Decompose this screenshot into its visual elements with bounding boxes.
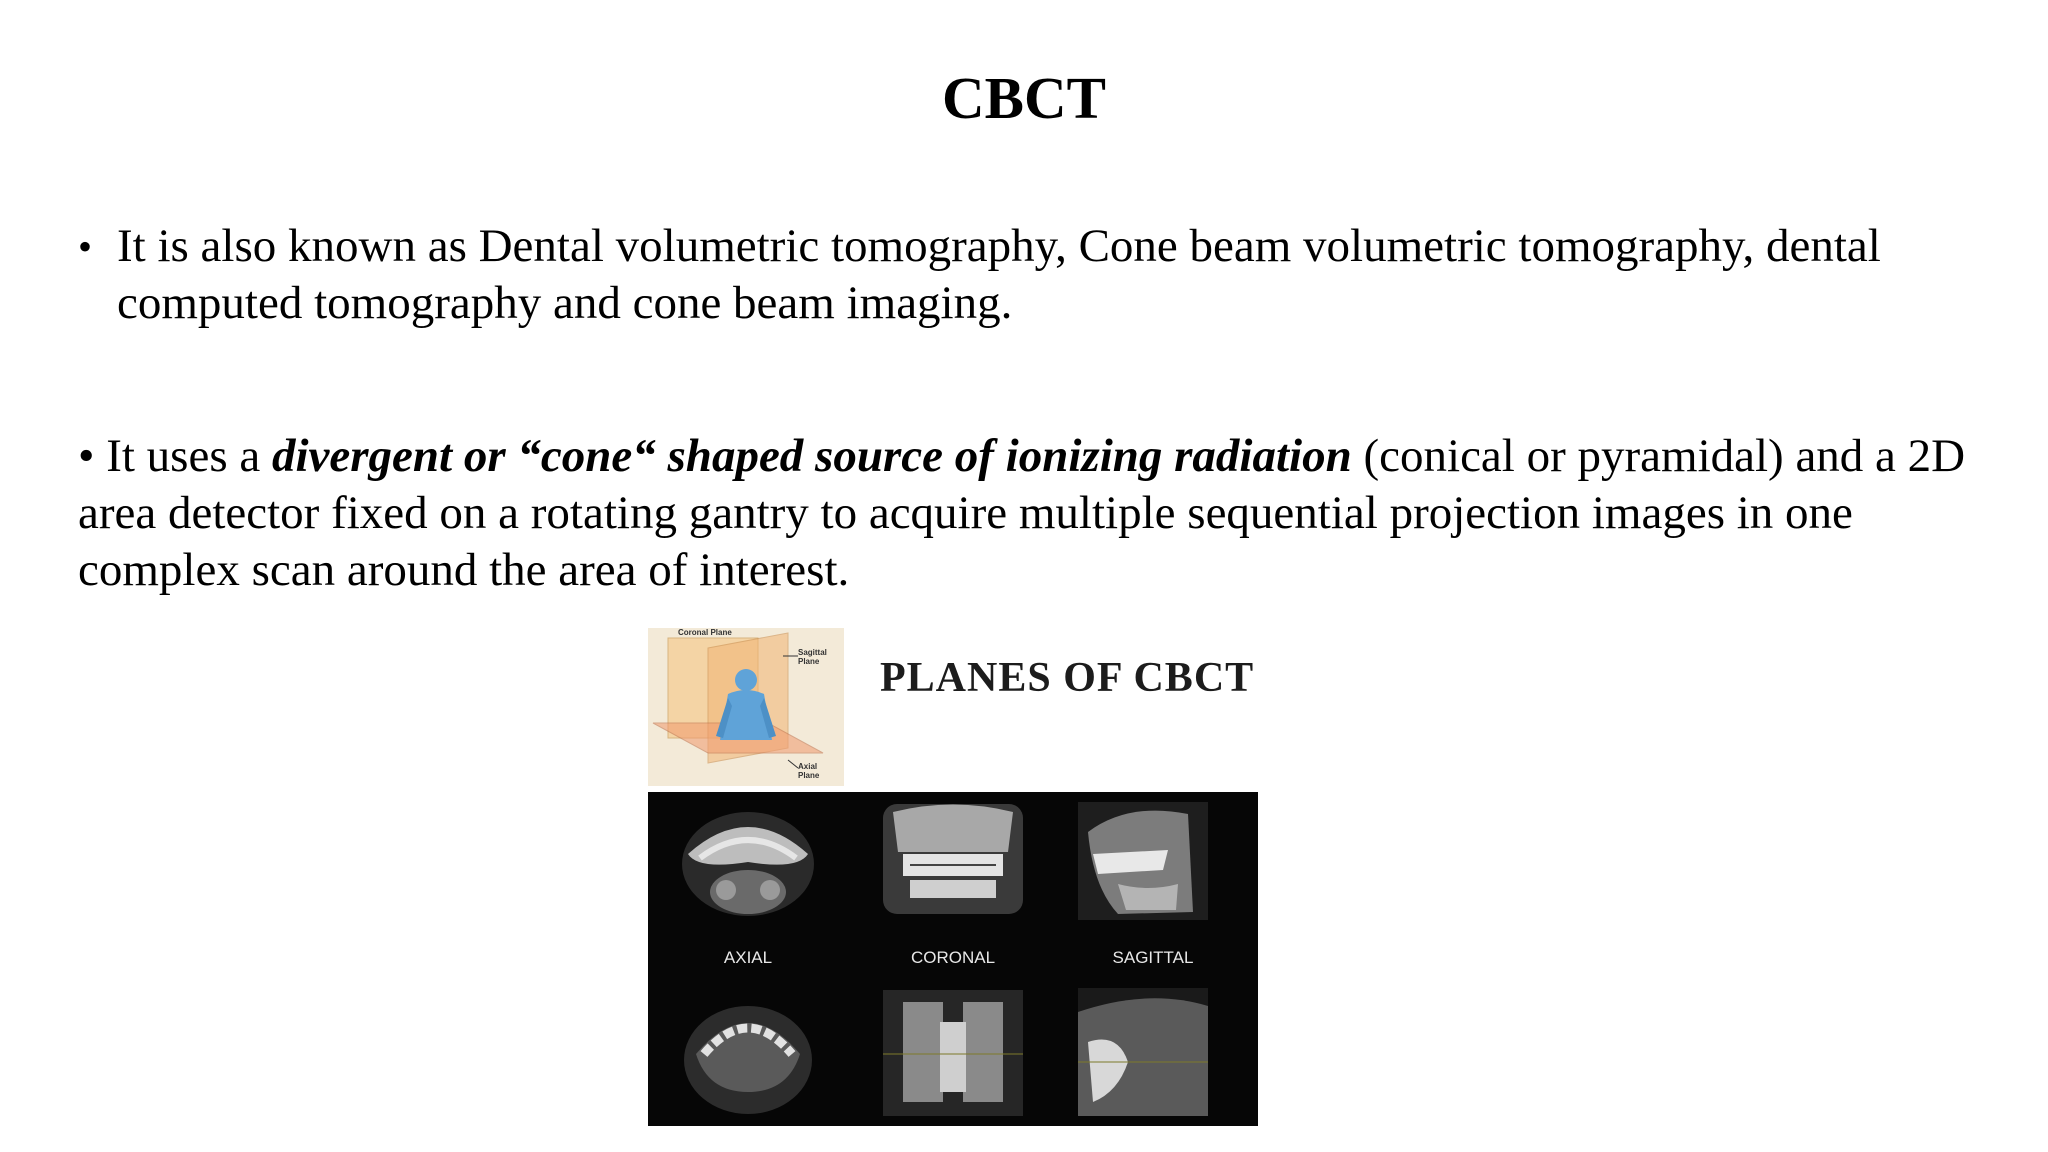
slide-title: CBCT [942,65,1106,131]
coronal-plane-label: Coronal Plane [678,628,732,637]
bullet-marker: • [78,224,93,269]
bullet-1-text: It is also known as Dental volumetric tomography, Cone beam volumetric tomography, dental computed tomography and cone beam imaging. [117,220,1881,329]
anatomical-planes-diagram [648,628,844,786]
axial-scan-image [682,812,814,916]
sagittal-plane-label: Sagittal Plane [798,648,827,666]
cbct-planes-figure [648,628,1262,1128]
cbct-scan-grid [648,792,1258,1126]
bullet-marker: • [78,430,95,482]
coronal-slice-image [883,990,1023,1116]
coronal-label: CORONAL [910,948,996,967]
axial-label: AXIAL [723,948,773,967]
axial-slice-image [684,1006,812,1114]
axial-plane-label: Axial Plane [798,762,820,780]
sagittal-scan-image [1078,802,1208,920]
bullet-point-1 [78,218,1978,332]
bullet-2-lead: It uses a [106,430,272,482]
bullet-2-emphasis: divergent or “cone“ shaped source of ionizing radiation [271,430,1352,482]
sagittal-slice-image [1078,988,1208,1116]
planes-heading: PLANES OF CBCT [880,655,1255,701]
bullet-2-rest: (conical or pyramidal) and a 2D area detector fixed on a rotating gantry to acquire multiple sequential projection images in one complex scan around the area of interest. [78,430,1966,596]
coronal-scan-image [883,804,1023,914]
sagittal-label: SAGITTAL [1112,948,1194,967]
bullet-point-2 [78,428,1978,599]
